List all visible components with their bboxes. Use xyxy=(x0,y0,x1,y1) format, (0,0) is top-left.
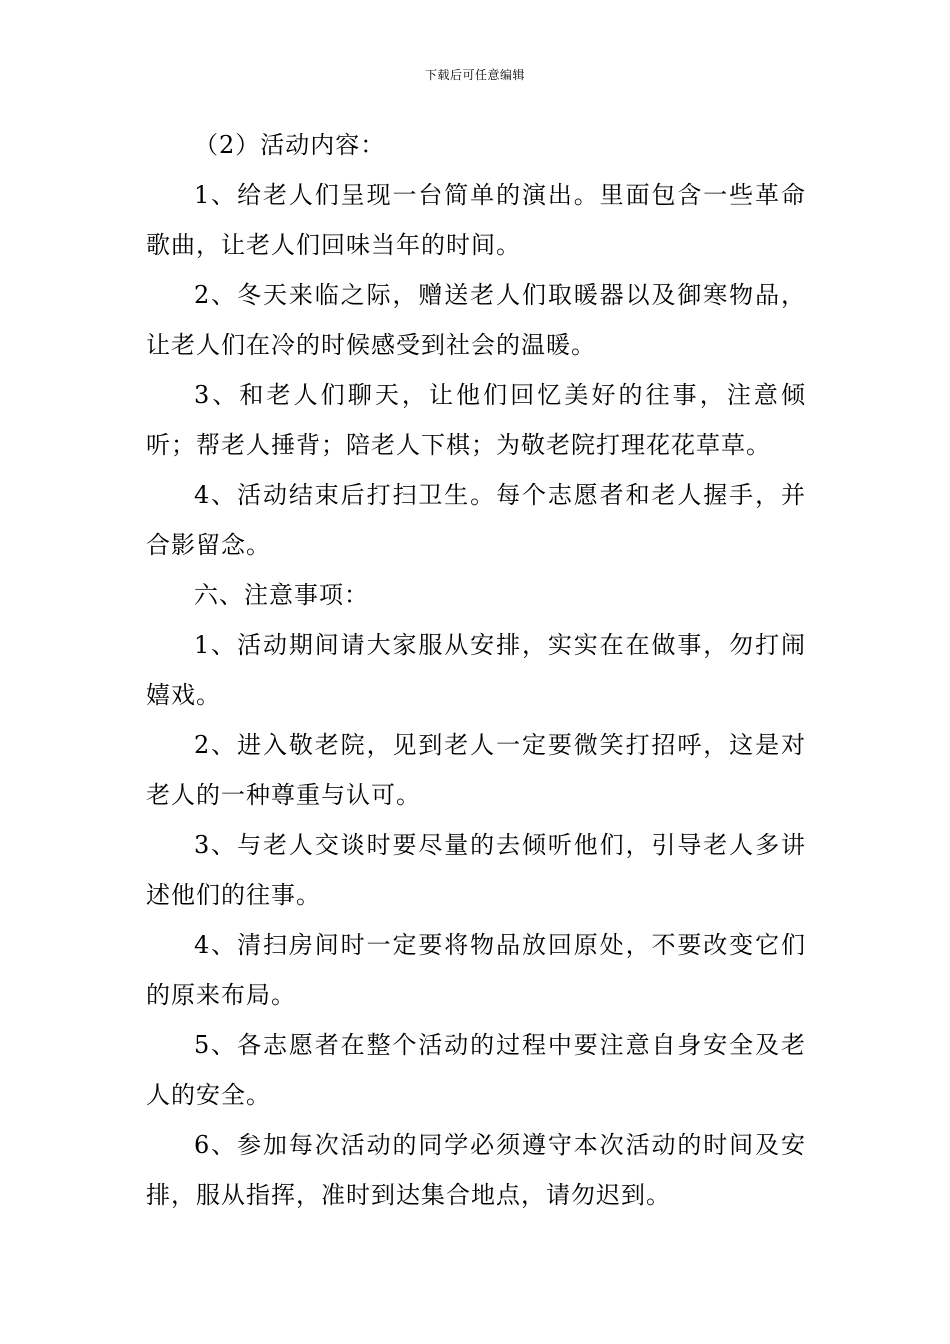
paragraph-note-3: 3、与老人交谈时要尽量的去倾听他们，引导老人多讲述他们的往事。 xyxy=(146,831,806,909)
paragraph-activity-content-heading: （2）活动内容： xyxy=(194,131,386,159)
paragraph-note-2: 2、进入敬老院，见到老人一定要微笑打招呼，这是对老人的一种尊重与认可。 xyxy=(146,731,806,809)
paragraph-item-3: 3、和老人们聊天，让他们回忆美好的往事，注意倾听；帮老人捶背；陪老人下棋；为敬老院打理花花草草。 xyxy=(146,381,806,459)
paragraph-note-1: 1、活动期间请大家服从安排，实实在在做事，勿打闹嬉戏。 xyxy=(146,631,806,709)
paragraph-notes-heading: 六、注意事项： xyxy=(194,581,369,609)
header-note: 下载后可任意编辑 xyxy=(424,68,525,82)
document-body xyxy=(146,120,806,1220)
paragraph-note-4: 4、清扫房间时一定要将物品放回原处，不要改变它们的原来布局。 xyxy=(146,931,806,1009)
paragraph-note-5: 5、各志愿者在整个活动的过程中要注意自身安全及老人的安全。 xyxy=(146,1031,806,1109)
paragraph-item-2: 2、冬天来临之际，赠送老人们取暖器以及御寒物品，让老人们在冷的时候感受到社会的温暖。 xyxy=(146,281,806,359)
paragraph-item-1: 1、给老人们呈现一台简单的演出。里面包含一些革命歌曲，让老人们回味当年的时间。 xyxy=(146,181,806,259)
paragraph-item-4: 4、活动结束后打扫卫生。每个志愿者和老人握手，并合影留念。 xyxy=(146,481,806,559)
paragraph-note-6: 6、参加每次活动的同学必须遵守本次活动的时间及安排，服从指挥，准时到达集合地点，请勿迟到。 xyxy=(146,1131,806,1209)
